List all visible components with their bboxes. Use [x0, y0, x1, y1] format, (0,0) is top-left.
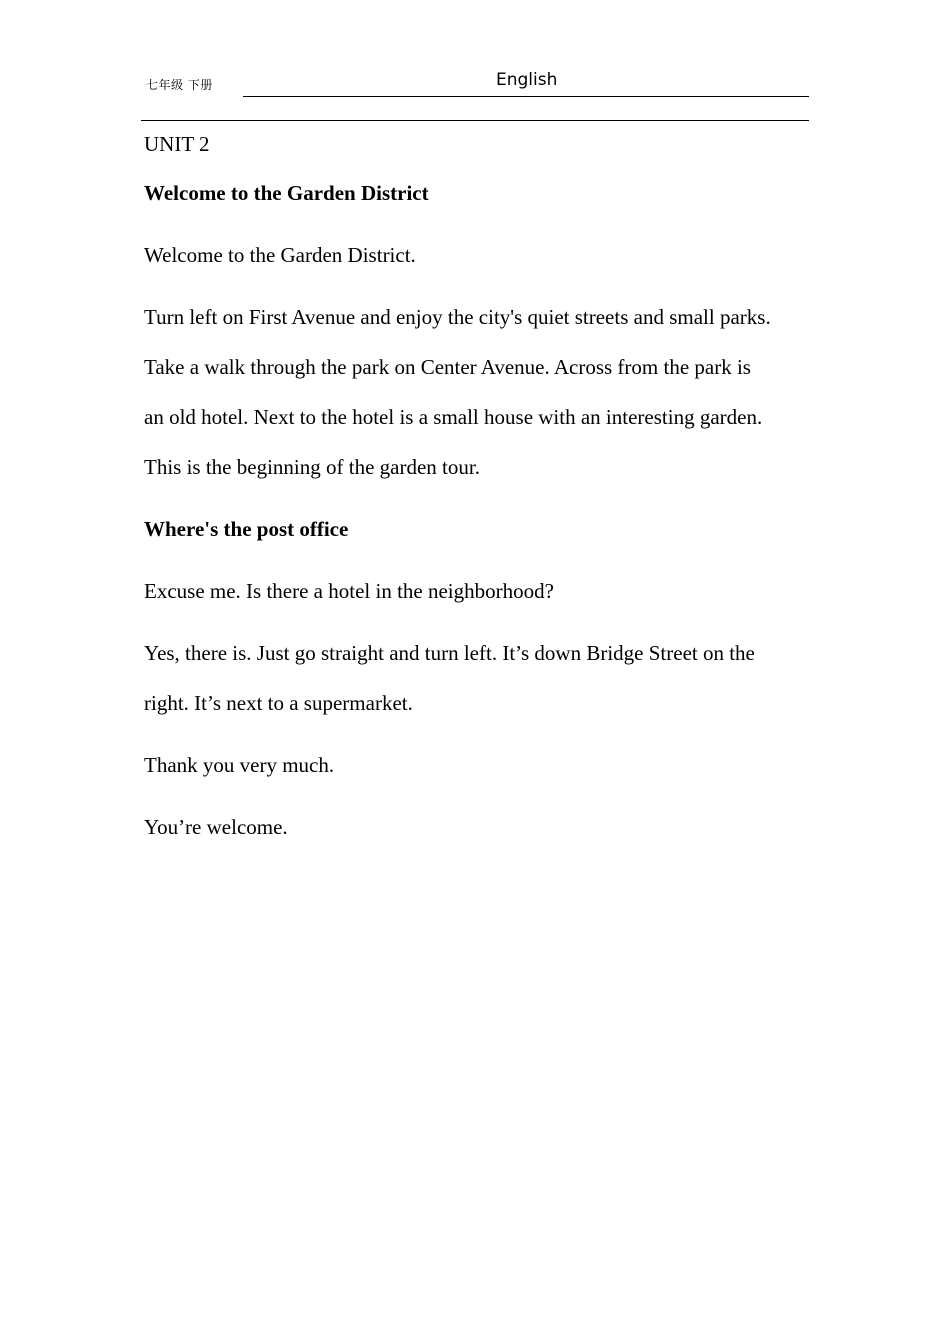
dialogue-question: Excuse me. Is there a hotel in the neighborhood?: [144, 579, 554, 603]
dialogue-answer-line: Yes, there is. Just go straight and turn left. It’s down Bridge Street on the: [144, 641, 755, 665]
section1-paragraph-line: Take a walk through the park on Center Avenue. Across from the park is: [144, 355, 751, 379]
grade-label: 七年级 下册: [146, 78, 213, 92]
document-body: [144, 130, 824, 840]
section1-title: Welcome to the Garden District: [144, 181, 429, 205]
section2-title: Where's the post office: [144, 517, 349, 541]
section1-paragraph-line: This is the beginning of the garden tour.: [144, 455, 480, 479]
section1-paragraph-line: an old hotel. Next to the hotel is a small house with an interesting garden.: [144, 405, 763, 429]
dialogue-answer-line: right. It’s next to a supermarket.: [144, 691, 413, 715]
header-rule-top: [243, 96, 809, 97]
header-rule-bottom: [141, 120, 809, 121]
section1-paragraph-line: Turn left on First Avenue and enjoy the city's quiet streets and small parks.: [144, 305, 771, 329]
section1-intro: Welcome to the Garden District.: [144, 243, 416, 267]
unit-label: UNIT 2: [144, 132, 210, 156]
subject-title: English: [496, 70, 558, 90]
dialogue-thanks: Thank you very much.: [144, 753, 335, 777]
dialogue-reply: You’re welcome.: [144, 815, 288, 839]
